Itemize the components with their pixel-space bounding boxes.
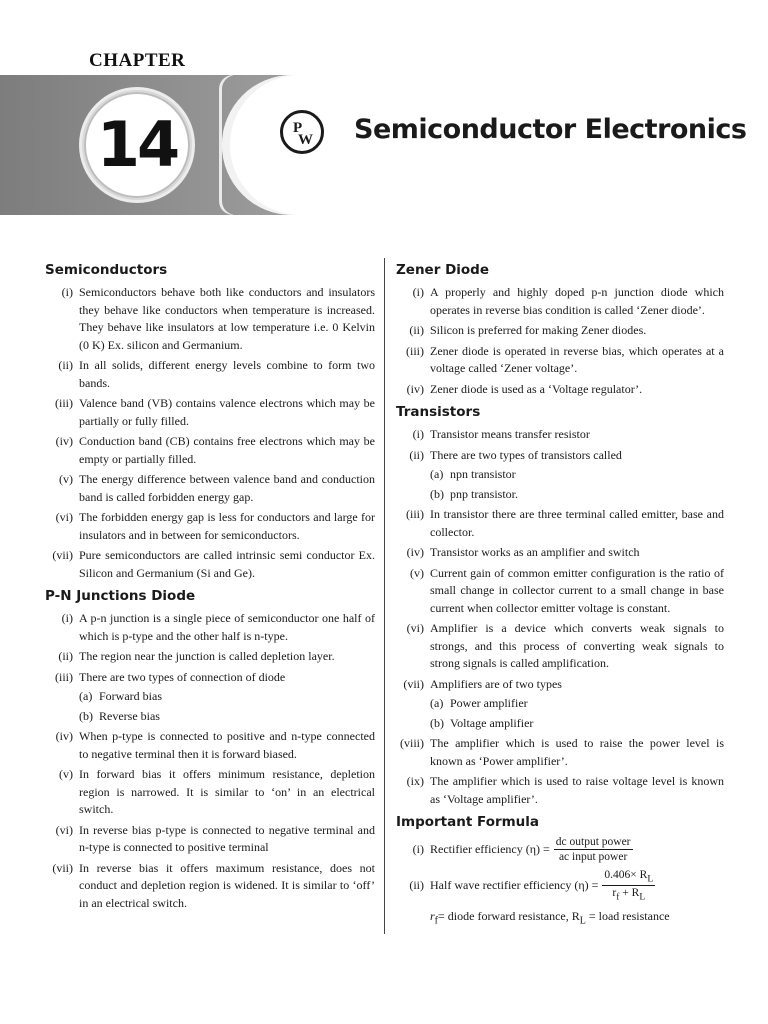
list-item: (vi) The forbidden energy gap is less for conductors and large for insulators and in between for semiconductors. bbox=[55, 510, 375, 542]
svg-text:P: P bbox=[293, 120, 303, 136]
chapter-title: Semiconductor Electronics bbox=[354, 114, 747, 145]
list-item: (v) The energy difference between valence band and conduction band is called forbidden energy gap. bbox=[59, 472, 375, 504]
list-item: (i) Transistor means transfer resistor bbox=[412, 427, 590, 441]
pw-logo-icon bbox=[280, 110, 324, 154]
list-item: (ii) In all solids, different energy levels combine to form two bands. bbox=[58, 358, 375, 390]
section-heading: Zener Diode bbox=[396, 262, 489, 278]
section-heading: Transistors bbox=[396, 404, 481, 420]
list-item: (viii) The amplifier which is used to raise the power level is known as ‘Power amplifier’. bbox=[400, 736, 724, 768]
list-item: (iv) Zener diode is used as a ‘Voltage regulator’. bbox=[406, 381, 643, 396]
half-wave-efficiency-formula: (ii) Half wave rectifier efficiency (η) = $\frac{0.406\times R_L}{r_f + R_L}$ bbox=[409, 869, 654, 903]
list-item: (i) A p-n junction is a single piece of semiconductor one half of which is p-type and the other half is n-type. bbox=[61, 611, 375, 643]
fraction: $\frac{0.406\times R_L}{r_f + R_L}$ bbox=[604, 869, 654, 903]
semiconductors-section bbox=[45, 262, 375, 582]
list-item: (i) A properly and highly doped p-n junction diode which operates in reverse bias condition is called ‘Zener diode’. bbox=[412, 285, 724, 317]
section-heading: Important Formula bbox=[396, 814, 540, 830]
section-heading: P-N Junctions Diode bbox=[45, 588, 196, 604]
fraction: $\frac{\text{dc output power}}{\text{ac input power}}$ bbox=[555, 836, 631, 863]
sub-list-item: (b) Reverse bias bbox=[79, 708, 160, 723]
chapter-number: 14 bbox=[96, 108, 178, 181]
pn-junction-section bbox=[45, 588, 375, 912]
left-column bbox=[45, 262, 375, 918]
rectifier-efficiency-formula: (i) Rectifier efficiency (η) = $\frac{\text{dc output power}}{\text{ac input power}}$ bbox=[412, 836, 631, 863]
list-item: (iii) There are two types of connection of diode (a) Forward bias (b) Reverse bias bbox=[45, 669, 375, 726]
section-heading: Semiconductors bbox=[45, 262, 168, 278]
important-formula-section bbox=[396, 814, 724, 926]
list-item: (iv) When p-type is connected to positive and n-type connected to negative terminal then it is forward biased. bbox=[55, 729, 375, 761]
list-item: (vii) Amplifiers are of two types (a) Power amplifier (b) Voltage amplifier bbox=[396, 676, 724, 733]
sub-list-item: (a) Forward bias bbox=[79, 689, 162, 703]
list-item: (i) Semiconductors behave both like conductors and insulators they behave like conductors when temperature is increased. They behave like insulators at low temperature i.e. 0 Kelvin (0 K) Ex. silicon and Germanium. bbox=[61, 285, 375, 352]
list-item: (v) Current gain of common emitter configuration is the ratio of small change in collector current to a small change in base current when collector emitter voltage is constant. bbox=[410, 565, 724, 615]
list-item: (vii) Pure semiconductors are called intrinsic semi conductor Ex. Silicon and Germanium (Si and Ge). bbox=[52, 548, 375, 580]
list-item: (vi) Amplifier is a device which converts weak signals to strongs, and this process of converting weak signals to strong signals is called amplification. bbox=[406, 621, 724, 670]
formula-note: $r_f=$ diode forward resistance, $R_L$ = load resistance bbox=[430, 908, 670, 926]
list-item: (iii) In transistor there are three terminal called emitter, base and collector. bbox=[406, 507, 724, 539]
list-item: (vi) In reverse bias p-type is connected to negative terminal and n-type is connected to positive terminal bbox=[55, 822, 375, 854]
chapter-number-badge bbox=[84, 92, 190, 198]
chapter-label: CHAPTER bbox=[89, 50, 186, 71]
transistors-section bbox=[396, 404, 724, 808]
sub-list-item: (a) npn transistor bbox=[430, 467, 516, 481]
sub-list-item: (b) Voltage amplifier bbox=[430, 715, 534, 730]
svg-text:W: W bbox=[298, 132, 313, 148]
list-item: (ix) The amplifier which is used to raise voltage level is known as ‘Voltage amplifier’. bbox=[406, 774, 724, 806]
list-item: (iv) Transistor works as an amplifier and switch bbox=[406, 545, 640, 559]
right-column bbox=[396, 262, 724, 932]
list-item: (ii) Silicon is preferred for making Zener diodes. bbox=[409, 323, 647, 337]
list-item: (vii) In reverse bias it offers maximum resistance, does not conduct and depletion region is widened. It is similar to ‘off’ in an electrical switch. bbox=[52, 860, 375, 910]
list-item: (ii) There are two types of transistors called (a) npn transistor (b) pnp transistor. bbox=[396, 447, 724, 504]
list-item: (iii) Zener diode is operated in reverse bias, which operates at a voltage called ‘Zener voltage’. bbox=[406, 343, 724, 375]
zener-diode-section bbox=[396, 262, 724, 398]
list-item: (iv) Conduction band (CB) contains free electrons which may be empty or partially filled. bbox=[55, 434, 375, 466]
list-item: (iii) Valence band (VB) contains valence electrons which may be partially or fully filled. bbox=[55, 396, 375, 428]
list-item: (v) In forward bias it offers minimum resistance, depletion region is narrowed. It is similar to ‘on’ in an electrical switch. bbox=[59, 767, 375, 816]
list-item: (ii) The region near the junction is called depletion layer. bbox=[58, 649, 335, 663]
column-divider bbox=[384, 258, 385, 934]
sub-list-item: (b) pnp transistor. bbox=[430, 486, 518, 501]
sub-list-item: (a) Power amplifier bbox=[430, 696, 528, 710]
